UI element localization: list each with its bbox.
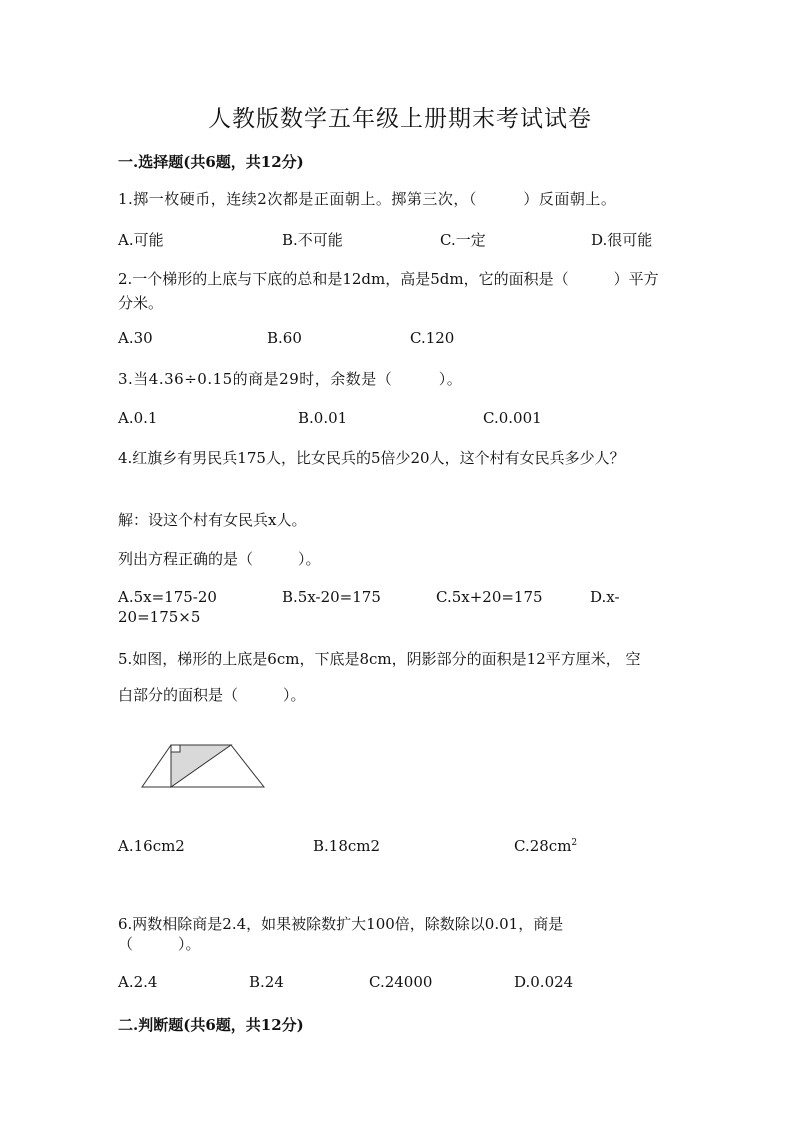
q1-option-c[interactable]: C.一定 [440,231,486,249]
section-heading-choice: 一.选择题(共6题，共12分) [118,153,304,171]
q6-option-b[interactable]: B.24 [249,973,284,991]
q1-option-d[interactable]: D.很可能 [591,231,653,249]
page-title: 人教版数学五年级上册期末考试试卷 [208,106,592,132]
q5-option-c-text: C.28cm [514,837,572,855]
q3-option-b[interactable]: B.0.01 [298,409,348,427]
question-2-line2: 分米。 [118,294,164,312]
trapezoid-figure [138,740,268,792]
q4-option-d[interactable]: D.x- [590,588,620,606]
q6-option-c[interactable]: C.24000 [369,973,433,991]
q5-option-b[interactable]: B.18cm2 [313,837,381,855]
q1-option-a[interactable]: A.可能 [118,231,164,249]
question-6-line1: 6.两数相除商是2.4，如果被除数扩大100倍，除数除以0.01，商是 [118,915,564,933]
right-angle-mark [171,745,180,752]
question-4-prompt: 列出方程正确的是（ ）。 [118,550,321,568]
q5-option-c[interactable] [514,837,577,855]
q4-option-d-continued: 20=175×5 [118,608,201,626]
q2-option-c[interactable]: C.120 [410,329,455,347]
section-heading-judgment: 二.判断题(共6题，共12分) [118,1016,304,1034]
superscript-2: 2 [571,838,578,848]
question-4-text: 4.红旗乡有男民兵175人，比女民兵的5倍少20人，这个村有女民兵多少人？ [118,449,625,467]
q3-option-a[interactable]: A.0.1 [118,409,158,427]
q4-option-c[interactable]: C.5x+20=175 [436,588,543,606]
question-5-line1: 5.如图，梯形的上底是6cm，下底是8cm，阴影部分的面积是12平方厘米， 空 [118,650,641,668]
q2-option-b[interactable]: B.60 [267,329,302,347]
question-6-line2: （ ）。 [118,935,201,953]
question-3-text: 3.当4.36÷0.15的商是29时，余数是（ ）。 [118,370,463,388]
question-5-line2: 白部分的面积是（ ）。 [118,686,306,704]
question-2-line1: 2.一个梯形的上底与下底的总和是12dm，高是5dm，它的面积是（ ）平方 [118,270,659,288]
q4-option-b[interactable]: B.5x-20=175 [282,588,381,606]
q1-option-b[interactable]: B.不可能 [282,231,343,249]
q6-option-a[interactable]: A.2.4 [118,973,158,991]
q4-option-a[interactable]: A.5x=175-20 [118,588,217,606]
q3-option-c[interactable]: C.0.001 [483,409,542,427]
question-1-text: 1.掷一枚硬币，连续2次都是正面朝上。掷第三次，（ ）反面朝上。 [118,190,617,208]
question-4-solve: 解：设这个村有女民兵x人。 [118,511,307,529]
q2-option-a[interactable]: A.30 [118,329,153,347]
q6-option-d[interactable]: D.0.024 [514,973,574,991]
q5-option-a[interactable]: A.16cm2 [118,837,185,855]
